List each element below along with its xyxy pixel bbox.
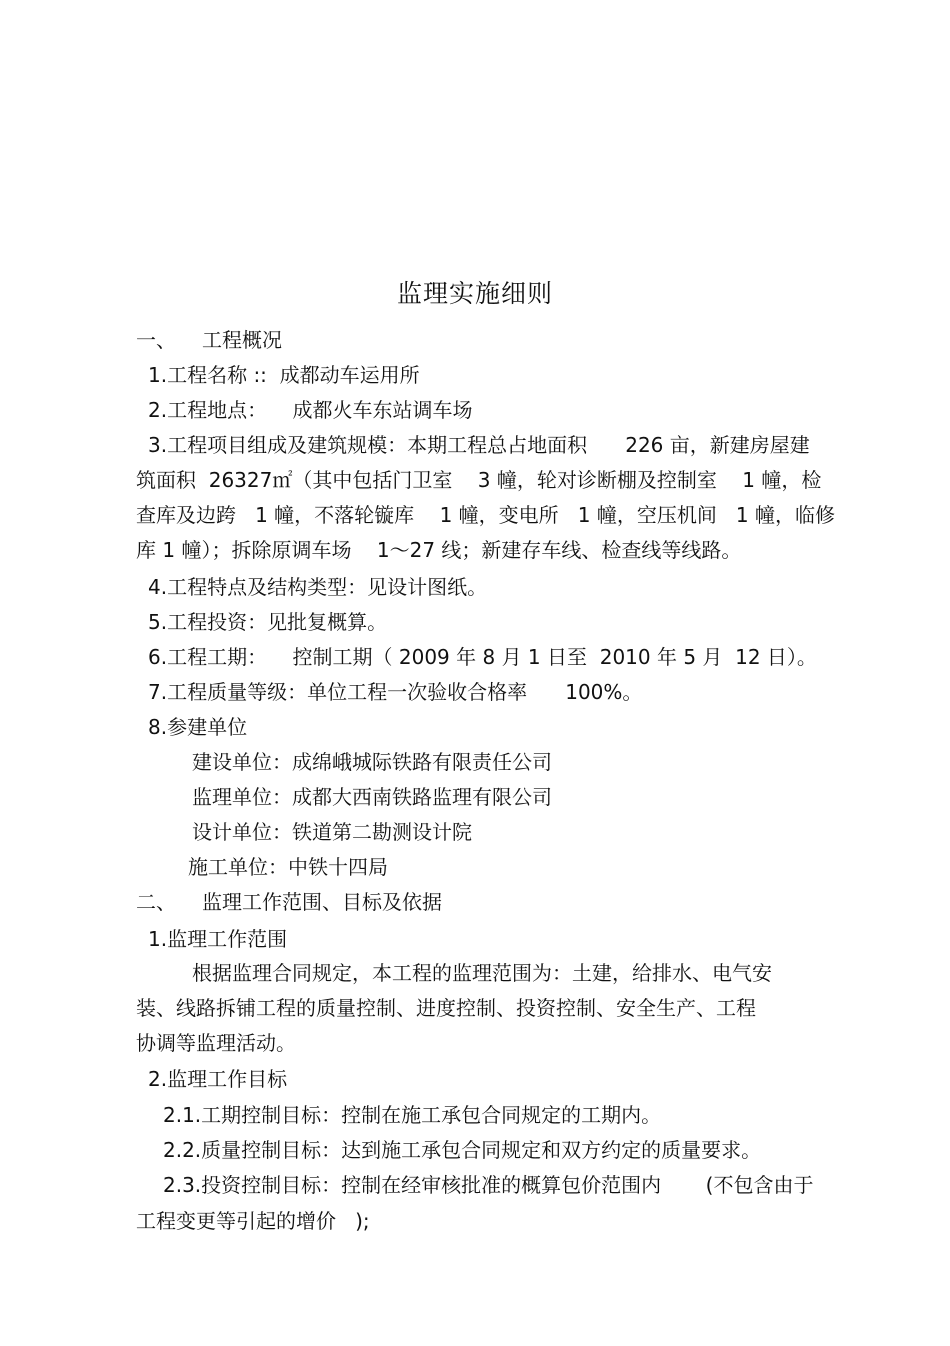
goal-schedule-line: 2.1.工期控制目标：控制在施工承包合同规定的工期内。 (163, 1103, 662, 1127)
project-scale-line-2: 筑面积 26327㎡（其中包括门卫室 3 幢，轮对诊断棚及控制室 1 幢，检 (136, 468, 822, 492)
participating-units-heading: 8.参建单位 (148, 715, 248, 739)
project-scale-line-3: 查库及边跨 1 幢，不落轮镟库 1 幢，变电所 1 幢，空压机间 1 幢，临修 (136, 503, 835, 527)
project-investment-line: 5.工程投资：见批复概算。 (148, 610, 388, 634)
project-location-line: 2.工程地点： 成都火车东站调车场 (148, 398, 473, 422)
unit-designer-line: 设计单位：铁道第二勘测设计院 (192, 820, 472, 844)
section-2-number: 二、 (136, 890, 176, 914)
goal-cost-line-2: 工程变更等引起的增价 ); (136, 1209, 370, 1233)
section-1-number: 一、 (136, 328, 176, 352)
scope-paragraph-line-2: 装、线路拆铺工程的质量控制、进度控制、投资控制、安全生产、工程 (136, 996, 756, 1020)
project-name-line: 1.工程名称 :: 成都动车运用所 (148, 363, 420, 387)
section-2-heading (136, 887, 442, 917)
project-quality-line: 7.工程质量等级：单位工程一次验收合格率 100%。 (148, 680, 643, 704)
section-2-title: 监理工作范围、目标及依据 (202, 890, 442, 914)
scope-paragraph-line-3: 协调等监理活动。 (136, 1031, 296, 1055)
unit-builder-line: 建设单位：成绵峨城际铁路有限责任公司 (192, 750, 552, 774)
goal-cost-line-1: 2.3.投资控制目标：控制在经审核批准的概算包价范围内 (不包含由于 (163, 1173, 814, 1197)
scope-heading: 1.监理工作范围 (148, 927, 288, 951)
scope-paragraph-line-1: 根据监理合同规定，本工程的监理范围为：土建，给排水、电气安 (192, 961, 772, 985)
section-1-title: 工程概况 (202, 328, 282, 352)
goals-heading: 2.监理工作目标 (148, 1067, 288, 1091)
unit-constructor-line: 施工单位：中铁十四局 (188, 855, 388, 879)
unit-supervisor-line: 监理单位：成都大西南铁路监理有限公司 (192, 785, 552, 809)
goal-quality-line: 2.2.质量控制目标：达到施工承包合同规定和双方约定的质量要求。 (163, 1138, 762, 1162)
project-scale-line-1: 3.工程项目组成及建筑规模：本期工程总占地面积 226 亩，新建房屋建 (148, 433, 810, 457)
section-1-heading (136, 325, 282, 355)
document-title: 监理实施细则 (396, 279, 553, 308)
project-structure-line: 4.工程特点及结构类型：见设计图纸。 (148, 575, 488, 599)
project-period-line: 6.工程工期： 控制工期（ 2009 年 8 月 1 日至 2010 年 5 月 12 日）。 (148, 645, 817, 669)
project-scale-line-4: 库 1 幢）；拆除原调车场 1～27 线；新建存车线、检查线等线路。 (136, 538, 742, 562)
